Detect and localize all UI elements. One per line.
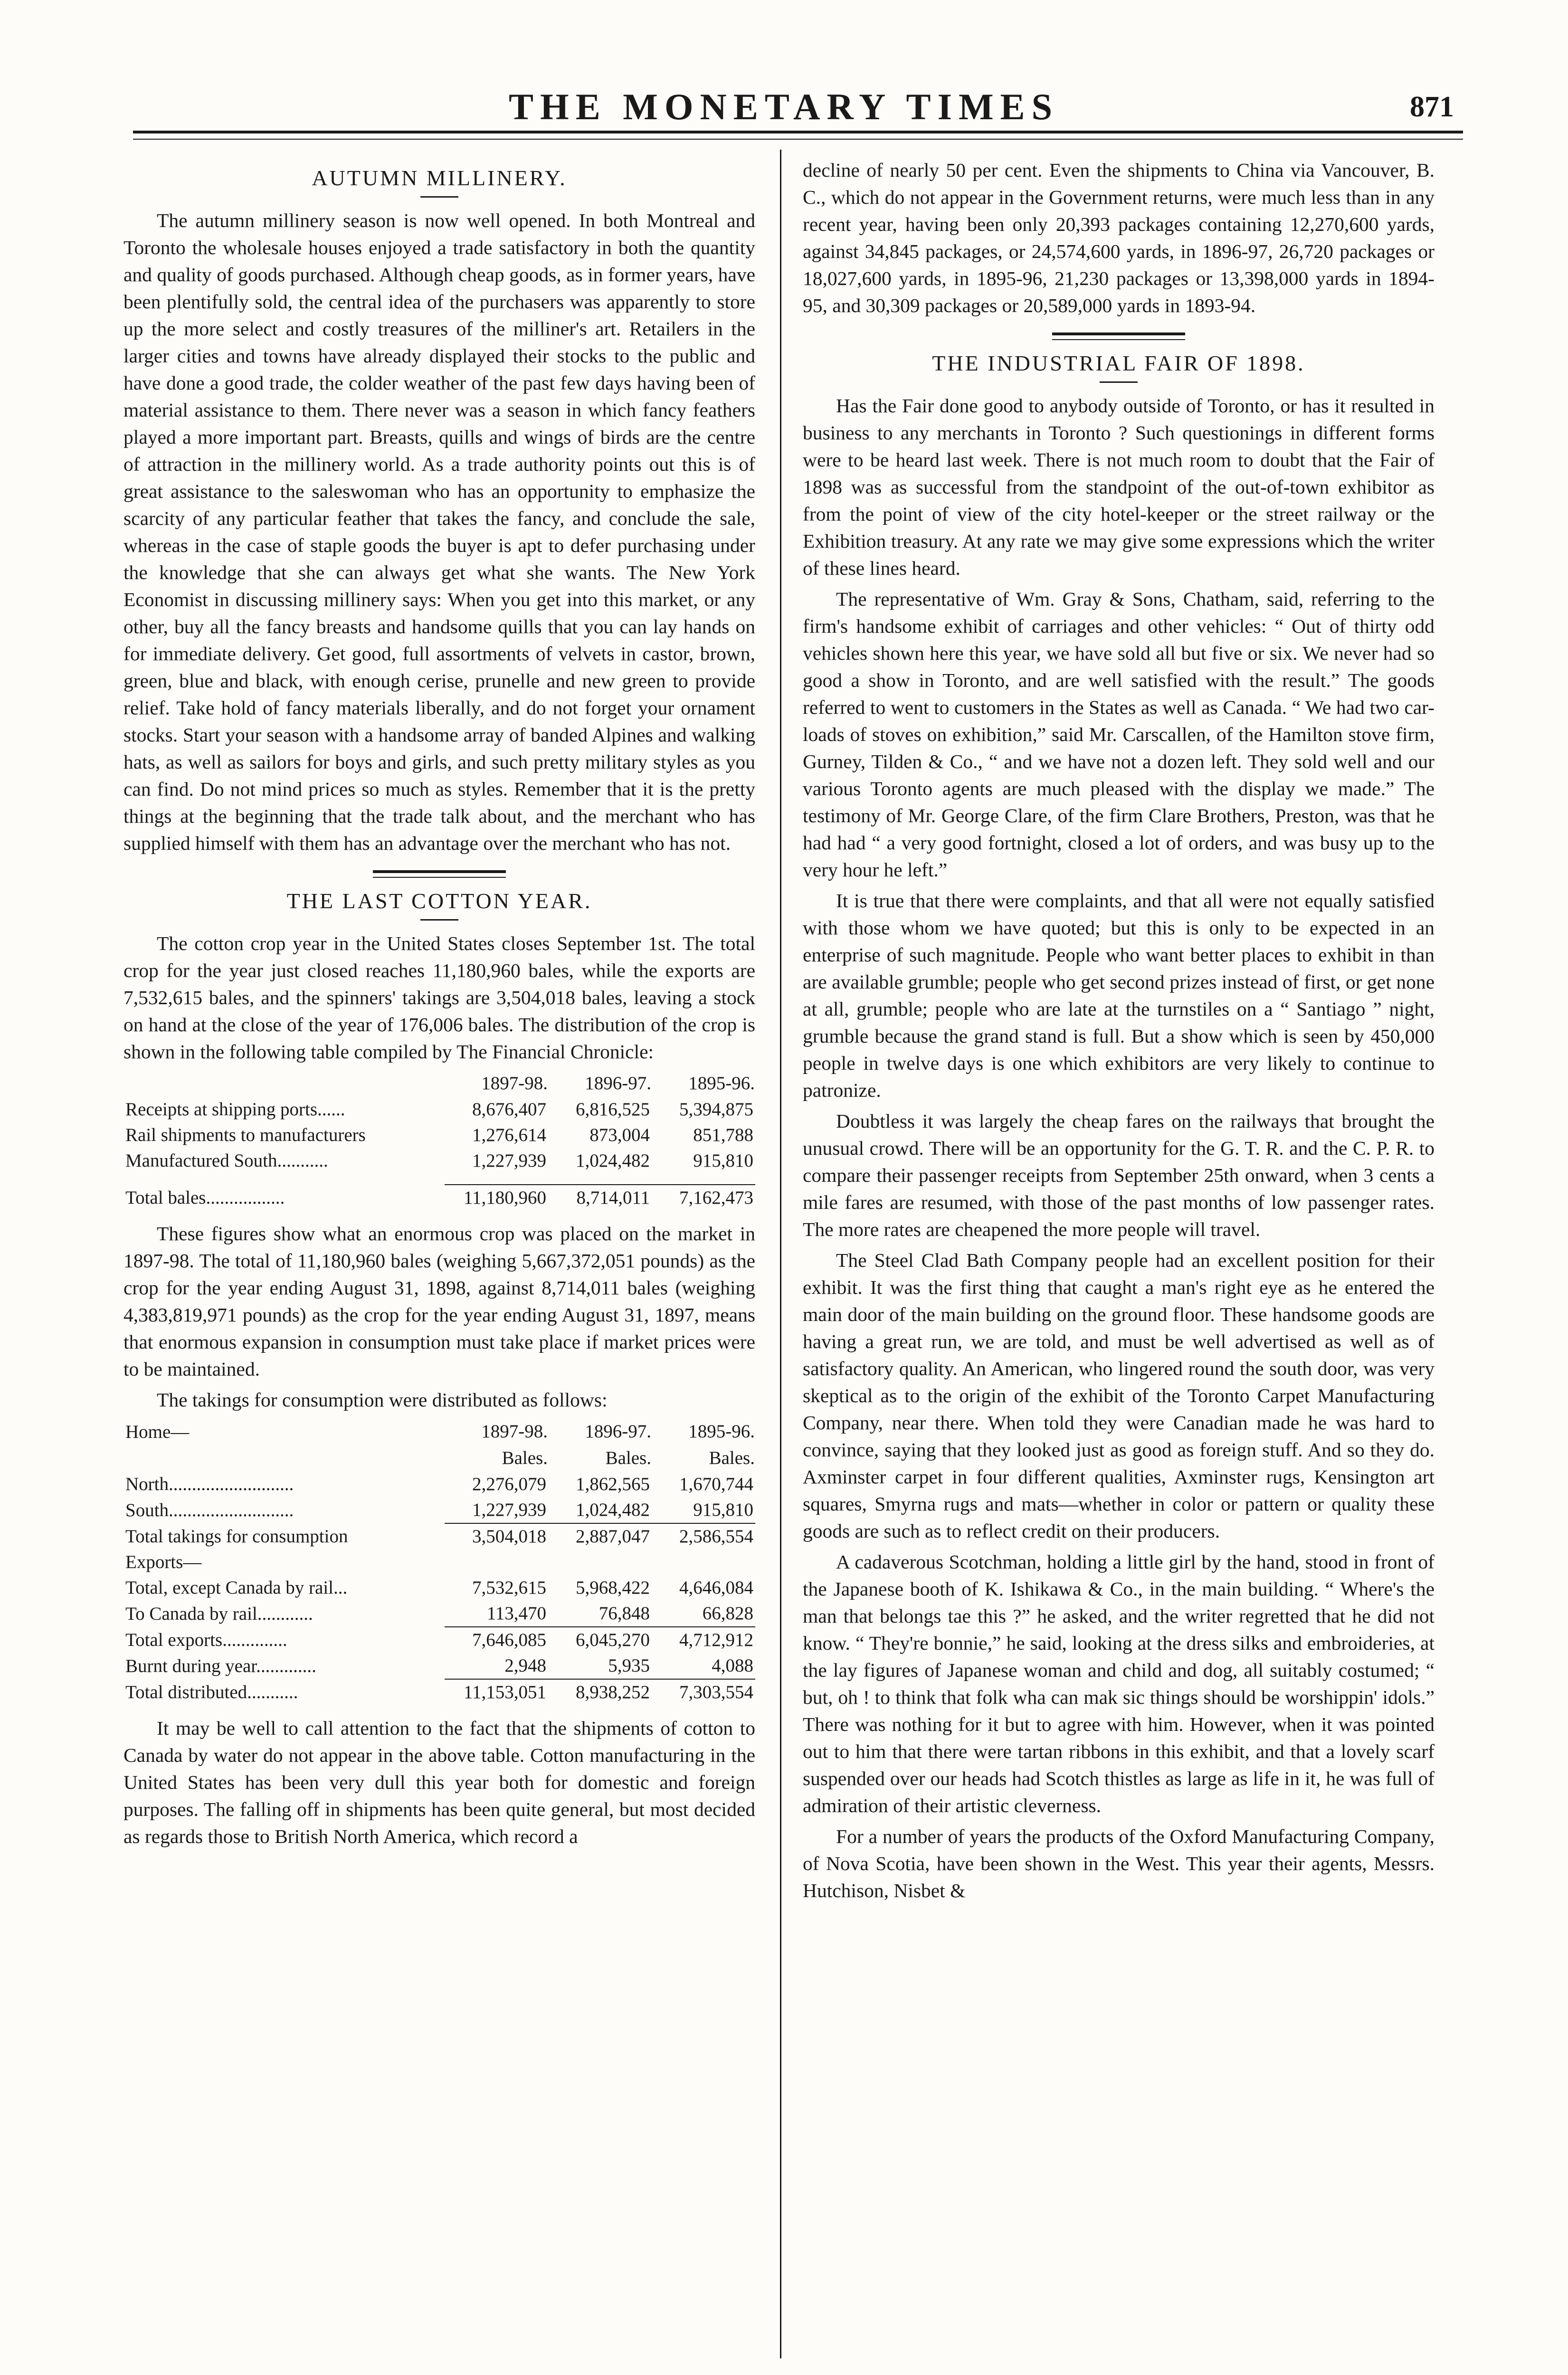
cell: 2,586,554 [652, 1523, 755, 1549]
cell: 5,968,422 [576, 1577, 650, 1598]
fair-paragraph: A cadaverous Scotchman, holding a little girl by the hand, stood in front of the Japanese booth of K. Ishikawa & Co., in the main building. “ Where's the man that belongs tae this ?” he asked, and the writer regretted that he did not know. “ They're bonnie,” he said, looking at the dress silks and embroideries, at the lay figures of Japanese woman and child and dog, all suitably costumed; “ but, oh ! to think that folk wha can mak sic things should be worshippin' idols.” There was nothing for it but to agree with him. However, when it was pointed out to him that there were tartan ribbons in this exhibit, and that a lovely scarf suspended over our heads had Scotch thistles as large as life in it, he was full of admiration of their artistic cleverness. [803, 1551, 1435, 1816]
table-header-row [124, 1445, 755, 1472]
cell: 4,088 [712, 1655, 753, 1676]
section-divider [1052, 332, 1185, 335]
fair-paragraph: The Steel Clad Bath Company people had an excellent position for their exhibit. It was the first thing that caught a man's right eye as he entered the main door of the main building on the ground floor. These handsome goods are having a great run, we are told, and must be well advertised as well as of satisfactory quality. An American, who lingered round the south door, was very skeptical as to the origin of the exhibit of the Toronto Carpet Manufacturing Company, near there. When told they were Canadian made he was hard to convince, saying that they looked just as good as foreign stuff. And so they do. Axminster carpet in four different qualities, Axminster rugs, Kensington art squares, Smyrna rugs and mats—whether in color or pattern or quality these goods are such as to reflect credit on their producers. [803, 1249, 1435, 1542]
fair-paragraph: For a number of years the products of the Oxford Manufacturing Company, of Nova Scotia, have been shown in the West. This year their agents, Messrs. Hutchison, Nisbet & [803, 1825, 1435, 1901]
table-total-row [124, 1627, 755, 1653]
cell: 2,276,079 [472, 1474, 546, 1494]
table-row [124, 1549, 755, 1575]
row-label: South........................... [125, 1500, 294, 1520]
cotton-continuation: decline of nearly 50 per cent. Even the shipments to China via Vancouver, B. C., which do not appear in the Government returns, were much less than in any recent year, having been only 20,393 packages containing 12,270,600 yards, against 34,845 packages, or 24,574,600 yards, in 1896-97, 26,720 packages or 18,027,600 yards, in 1895-96, 21,230 packages or 13,398,000 yards in 1894-95, and 30,309 packages or 20,589,000 yards in 1893-94. [803, 159, 1435, 316]
cell: 3,504,018 [445, 1523, 548, 1549]
section-divider-thin [1052, 339, 1185, 340]
cell: 7,532,615 [472, 1577, 546, 1598]
table-total-row [124, 1185, 755, 1211]
masthead: THE MONETARY TIMES [509, 86, 1059, 127]
cell: 7,162,473 [652, 1185, 755, 1211]
right-column [803, 157, 1435, 2361]
heading-rule [420, 919, 458, 921]
row-label: Total distributed........... [125, 1682, 298, 1702]
unit-header: Bales. [709, 1448, 755, 1468]
autumn-millinery-body: The autumn millinery season is now well opened. In both Montreal and Toronto the wholesale houses enjoyed a trade satisfactory in both the quantity and quality of goods purchased. Although cheap goods, as in former years, have been plentifully sold, the central idea of the purchasers was apparently to store up the more select and costly treasures of the milliner's art. Retailers in the larger cities and towns have already displayed their stocks to the public and have done a good trade, the colder weather of the past few days having been of material assistance to them. There never was a season in which fancy feathers played a more important part. Breasts, quills and wings of birds are the centre of attraction in the millinery world. As a trade authority points out this is of great assistance to the saleswoman who has an opportunity to emphasize the scarcity of any particular feather that takes the fancy, and conclude the sale, whereas in the case of staple goods the buyer is apt to defer purchasing under the knowledge that she can always get what she wants. The New York Economist in discussing millinery says: When you get into this market, or any other, buy all the fancy breasts and handsome quills that you can lay hands on for immediate delivery. Get good, full assortments of velvets in castor, brown, green, blue and black, with enough cerise, prunelle and new green to provide relief. Take hold of fancy materials liberally, and do not forget your ornament stocks. Start your season with a handsome array of banded Alpines and walking hats, as well as sailors for boys and girls, and such pretty military styles as you can find. Do not mind prices so much as styles. Remember that it is the pretty things at the beginning that the trade talk about, and the merchant who has supplied himself with them has an advantage over the merchant who has not. [124, 209, 755, 854]
cell: 1,862,565 [576, 1474, 650, 1494]
table-total-row [124, 1523, 755, 1549]
fair-paragraph: The representative of Wm. Gray & Sons, Chatham, said, referring to the firm's handsome exhibit of carriages and other vehicles: “ Out of thirty odd vehicles shown here this year, we have sold all but five or six. We never had so good a show in Toronto, and are well satisfied with the result.” The goods referred to went to customers in the States as well as Canada. “ We had two car-loads of stoves on exhibition,” said Mr. Carscallen, of the Hamilton stove firm, Gurney, Tilden & Co., “ and we have not a dozen left. They sold well and our various Toronto agents are much pleased with the display we made.” The testimony of Mr. George Clare, of the firm Clare Brothers, Preston, was that he had had “ a very good fortnight, closed a lot of orders, and was busy up to the very hour he left.” [803, 588, 1435, 881]
cell: 6,045,270 [548, 1627, 652, 1653]
last-cotton-year-heading: THE LAST COTTON YEAR. [286, 889, 592, 913]
cell: 11,153,051 [445, 1679, 548, 1705]
unit-header: Bales. [605, 1448, 651, 1468]
row-label: Exports— [125, 1552, 202, 1572]
table-row [124, 1497, 755, 1523]
cell: 851,788 [693, 1125, 753, 1145]
cell: 873,004 [589, 1125, 650, 1145]
row-label: Receipts at shipping ports...... [125, 1099, 345, 1120]
header-rule [133, 131, 1463, 133]
cell: 5,394,875 [679, 1099, 753, 1120]
cell: 8,938,252 [548, 1679, 652, 1705]
year-header: 1896-97. [585, 1073, 651, 1093]
fair-paragraph: Has the Fair done good to anybody outside of Toronto, or has it resulted in business to any merchants in Toronto ? Such questionings in different forms were to be heard last week. There is not much room to doubt that the Fair of 1898 was as successful from the standpoint of the out-of-town exhibitor as from the point of view of the city hotel-keeper or the street railway or the Exhibition treasury. At any rate we may give some expressions which the writer of these lines heard. [803, 395, 1435, 579]
cell: 7,303,554 [652, 1679, 755, 1705]
row-label: To Canada by rail............ [125, 1604, 313, 1624]
unit-header: Bales. [502, 1448, 548, 1468]
row-label: Total exports.............. [125, 1630, 287, 1650]
page-number: 871 [1410, 91, 1454, 123]
year-header: 1895-96. [688, 1421, 755, 1442]
header-rule-thin [133, 139, 1463, 140]
heading-rule [1100, 381, 1138, 383]
table-row [124, 1122, 755, 1148]
cell: 4,712,912 [652, 1627, 755, 1653]
year-header: 1895-96. [688, 1073, 755, 1093]
cell: 6,816,525 [576, 1099, 650, 1120]
cell: 7,646,085 [445, 1627, 548, 1653]
table-row [124, 1575, 755, 1601]
heading-rule [420, 196, 458, 198]
table-total-row [124, 1679, 755, 1705]
autumn-millinery-heading: AUTUMN MILLINERY. [312, 166, 567, 190]
row-label: North........................... [125, 1474, 294, 1494]
cell: 1,276,614 [472, 1125, 546, 1145]
table-row [124, 1097, 755, 1122]
fair-paragraph: Doubtless it was largely the cheap fares on the railways that brought the unusual crowd. There will be an opportunity for the G. T. R. and the C. P. R. to compare their passenger receipts from September 25th onward, when 3 cents a mile fares are resumed, with those of the past months of low passenger rates. The more rates are cheapened the more people will travel. [803, 1110, 1435, 1240]
cell: 915,810 [693, 1150, 753, 1171]
year-header: 1897-98. [481, 1073, 548, 1093]
takings-distribution-table [124, 1418, 755, 1705]
table-row [124, 1472, 755, 1497]
cotton-paragraph-2: These figures show what an enormous crop was placed on the market in 1897-98. The total of 11,180,960 bales (weighing 5,667,372,051 pounds) as the crop for the year ending August 31, 1898, against 8,714,011 bales (weighing 4,383,819,971 pounds) as the crop for the year ending August 31, 1897, means that enormous expansion in consumption must take place if market prices were to be maintained. [124, 1223, 755, 1380]
row-label: Rail shipments to manufacturers [125, 1125, 366, 1145]
row-label: Total takings for consumption [125, 1526, 348, 1547]
cell: 1,227,939 [472, 1500, 546, 1520]
fair-paragraph: It is true that there were complaints, and that all were not equally satisfied with those whom we have quoted; but this is only to be expected in an enterprise of such magnitude. People who want better places to exhibit in than are available grumble; people who get second prizes instead of first, or get none at all, grumble; people who are late at the turnstiles on a “ Santiago ” night, grumble because the grand stand is full. But a show which is seen by 450,000 people in twelve days is one which exhibitors are very likely to continue to patronize. [803, 890, 1435, 1101]
left-column [124, 157, 755, 2361]
cell: 915,810 [693, 1500, 753, 1520]
cell: 2,948 [504, 1655, 546, 1676]
section-divider-thin [373, 877, 506, 878]
cell: 1,024,482 [576, 1150, 650, 1171]
cell: 113,470 [486, 1603, 546, 1624]
industrial-fair-heading: THE INDUSTRIAL FAIR OF 1898. [932, 351, 1305, 375]
cotton-paragraph-4: It may be well to call attention to the fact that the shipments of cotton to Canada by water do not appear in the above table. Cotton manufacturing in the United States has been very dull this year both for domestic and foreign purposes. The falling off in shipments has been quite general, but most decided as regards those to British North America, which record a [124, 1717, 755, 1847]
crop-distribution-table [124, 1070, 755, 1211]
cell: 8,714,011 [548, 1185, 652, 1211]
table-row [124, 1148, 755, 1174]
cell: 2,887,047 [548, 1523, 652, 1549]
cell: 1,227,939 [472, 1150, 546, 1171]
page-header [0, 0, 1568, 147]
cell: 1,024,482 [576, 1500, 650, 1520]
table-header-row [124, 1070, 755, 1097]
cell: 11,180,960 [445, 1185, 548, 1211]
cotton-intro: The cotton crop year in the United States closes September 1st. The total crop for the year just closed reaches 11,180,960 bales, while the exports are 7,532,615 bales, and the spinners' takings are 3,504,018 bales, leaving a stock on hand at the close of the year of 176,006 bales. The distribution of the crop is shown in the following table compiled by The Financial Chronicle: [124, 932, 755, 1063]
row-label: Total bales................. [125, 1188, 285, 1208]
section-divider [373, 870, 506, 873]
table-row [124, 1653, 755, 1679]
table-header-row [124, 1418, 755, 1445]
row-label: Burnt during year............. [125, 1656, 316, 1676]
row-label: Home— [125, 1422, 190, 1442]
column-divider [780, 150, 781, 2358]
cotton-paragraph-3: The takings for consumption were distributed as follows: [157, 1389, 608, 1411]
cell: 76,848 [599, 1603, 650, 1624]
row-label: Total, except Canada by rail... [125, 1577, 348, 1598]
cell: 8,676,407 [472, 1099, 546, 1120]
cell: 1,670,744 [679, 1474, 753, 1494]
cell: 66,828 [702, 1603, 753, 1624]
year-header: 1897-98. [481, 1421, 548, 1442]
cell: 5,935 [608, 1655, 650, 1676]
cell: 4,646,084 [679, 1577, 753, 1598]
year-header: 1896-97. [585, 1421, 651, 1442]
table-row [124, 1601, 755, 1627]
row-label: Manufactured South........... [125, 1150, 328, 1171]
